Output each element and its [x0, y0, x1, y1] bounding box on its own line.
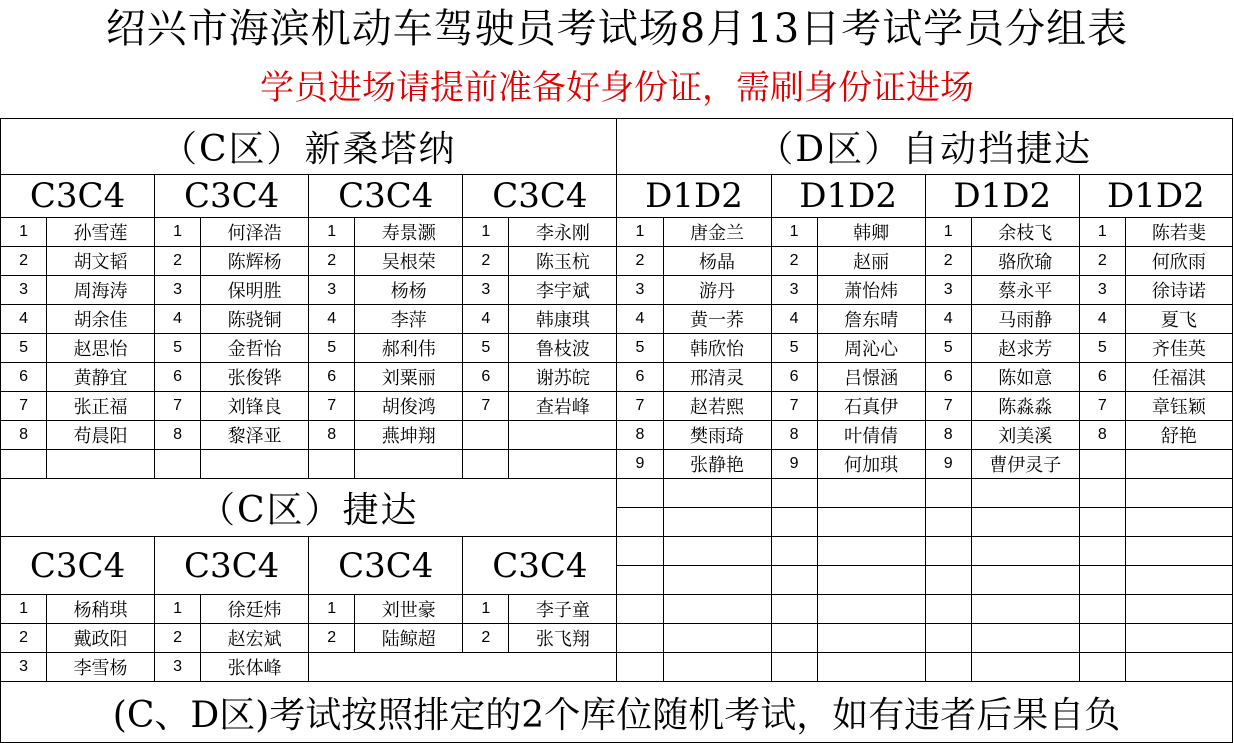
empty-cell [201, 450, 309, 479]
empty-cell [971, 508, 1079, 537]
empty-cell [663, 508, 771, 537]
seat-number: 7 [1079, 392, 1125, 421]
student-name: 张飞翔 [509, 624, 617, 653]
seat-number: 5 [925, 334, 971, 363]
student-name: 胡余佳 [47, 305, 155, 334]
seat-number: 4 [617, 305, 663, 334]
seat-number: 1 [463, 595, 509, 624]
empty-cell [771, 537, 817, 566]
seat-number: 7 [155, 392, 201, 421]
student-name: 李子童 [509, 595, 617, 624]
empty-cell [1079, 624, 1125, 653]
student-name: 刘锋良 [201, 392, 309, 421]
student-name: 杨杨 [355, 276, 463, 305]
student-name: 吴根荣 [355, 247, 463, 276]
student-name: 邢清灵 [663, 363, 771, 392]
seat-number: 4 [1, 305, 47, 334]
student-name: 齐佳英 [1125, 334, 1232, 363]
student-name: 徐廷炜 [201, 595, 309, 624]
student-name: 杨晶 [663, 247, 771, 276]
seat-number: 3 [925, 276, 971, 305]
empty-cell [971, 479, 1079, 508]
student-name: 韩康琪 [509, 305, 617, 334]
seat-number: 8 [155, 421, 201, 450]
seat-number: 2 [463, 624, 509, 653]
student-name: 苟晨阳 [47, 421, 155, 450]
zone-d-jieda-header: （D区）自动挡捷达 [617, 119, 1233, 175]
student-name: 燕坤翔 [355, 421, 463, 450]
seat-number: 8 [925, 421, 971, 450]
empty-cell [1125, 624, 1232, 653]
group-label: C3C4 [309, 175, 463, 218]
student-name: 章钰颖 [1125, 392, 1232, 421]
empty-cell [771, 653, 817, 682]
group-label: D1D2 [617, 175, 771, 218]
empty-cell [309, 450, 355, 479]
empty-cell [1079, 508, 1125, 537]
seat-number: 1 [1079, 218, 1125, 247]
student-name: 萧怡炜 [817, 276, 925, 305]
seat-number: 8 [1079, 421, 1125, 450]
student-name: 赵宏斌 [201, 624, 309, 653]
student-name: 孙雪莲 [47, 218, 155, 247]
student-name: 李萍 [355, 305, 463, 334]
seat-number: 2 [155, 624, 201, 653]
student-name: 曹伊灵子 [971, 450, 1079, 479]
student-name: 刘粟丽 [355, 363, 463, 392]
seat-number: 5 [155, 334, 201, 363]
student-name: 何欣雨 [1125, 247, 1232, 276]
empty-cell [771, 595, 817, 624]
student-name: 金哲怡 [201, 334, 309, 363]
empty-cell [817, 566, 925, 595]
student-name: 舒艳 [1125, 421, 1232, 450]
empty-cell [1079, 566, 1125, 595]
student-name: 何加琪 [817, 450, 925, 479]
seat-number: 5 [1, 334, 47, 363]
group-table-body [1, 119, 1233, 743]
student-name: 张俊铧 [201, 363, 309, 392]
seat-number: 6 [1079, 363, 1125, 392]
zone-c-xinsang-header: （C区）新桑塔纳 [1, 119, 617, 175]
seat-number: 6 [309, 363, 355, 392]
empty-cell [617, 566, 663, 595]
student-name: 胡文韬 [47, 247, 155, 276]
student-name: 鲁枝波 [509, 334, 617, 363]
group-label: C3C4 [463, 537, 617, 595]
empty-cell [1079, 537, 1125, 566]
student-name: 保明胜 [201, 276, 309, 305]
empty-cell [663, 479, 771, 508]
student-name: 陈辉杨 [201, 247, 309, 276]
student-name: 刘美溪 [971, 421, 1079, 450]
student-name: 郝利伟 [355, 334, 463, 363]
student-name: 蔡永平 [971, 276, 1079, 305]
seat-number: 8 [617, 421, 663, 450]
student-name: 赵若熙 [663, 392, 771, 421]
empty-cell [1079, 450, 1125, 479]
empty-cell [771, 479, 817, 508]
seat-number: 3 [1079, 276, 1125, 305]
group-label: D1D2 [771, 175, 925, 218]
seat-number: 5 [1079, 334, 1125, 363]
seat-number: 2 [617, 247, 663, 276]
student-name: 寿景灏 [355, 218, 463, 247]
seat-number: 7 [309, 392, 355, 421]
student-name: 韩欣怡 [663, 334, 771, 363]
student-name: 陆鲸超 [355, 624, 463, 653]
student-name: 胡俊鸿 [355, 392, 463, 421]
seat-number: 1 [155, 218, 201, 247]
empty-cell [1125, 508, 1232, 537]
student-name: 何泽浩 [201, 218, 309, 247]
seat-number: 8 [1, 421, 47, 450]
student-name: 陈如意 [971, 363, 1079, 392]
student-name: 赵丽 [817, 247, 925, 276]
empty-cell [771, 624, 817, 653]
empty-cell [617, 624, 663, 653]
group-label: C3C4 [155, 537, 309, 595]
seat-number: 9 [617, 450, 663, 479]
student-name: 戴政阳 [47, 624, 155, 653]
seat-number: 3 [155, 276, 201, 305]
student-name: 陈若斐 [1125, 218, 1232, 247]
student-name: 谢苏皖 [509, 363, 617, 392]
student-name: 刘世豪 [355, 595, 463, 624]
seat-number: 3 [617, 276, 663, 305]
seat-number: 2 [463, 247, 509, 276]
seat-number: 4 [925, 305, 971, 334]
empty-cell [617, 653, 663, 682]
student-name: 黄静宜 [47, 363, 155, 392]
empty-cell [617, 537, 663, 566]
seat-number: 3 [771, 276, 817, 305]
seat-number: 1 [925, 218, 971, 247]
empty-cell [817, 595, 925, 624]
empty-cell [1125, 537, 1232, 566]
empty-cell [771, 508, 817, 537]
seat-number: 1 [771, 218, 817, 247]
student-name: 詹东晴 [817, 305, 925, 334]
seat-number: 4 [1079, 305, 1125, 334]
seat-number: 1 [617, 218, 663, 247]
seat-number: 8 [771, 421, 817, 450]
empty-cell [925, 624, 971, 653]
seat-number: 6 [1, 363, 47, 392]
empty-cell [971, 624, 1079, 653]
seat-number: 6 [771, 363, 817, 392]
empty-cell [771, 566, 817, 595]
empty-cell [971, 537, 1079, 566]
empty-cell [663, 566, 771, 595]
empty-cell [509, 450, 617, 479]
student-name: 骆欣瑜 [971, 247, 1079, 276]
student-name: 陈骁铜 [201, 305, 309, 334]
student-name: 韩卿 [817, 218, 925, 247]
empty-cell [617, 479, 663, 508]
seat-number: 6 [463, 363, 509, 392]
seat-number: 2 [771, 247, 817, 276]
seat-number: 4 [309, 305, 355, 334]
empty-cell [355, 450, 463, 479]
empty-cell [1079, 595, 1125, 624]
page-title: 绍兴市海滨机动车驾驶员考试场8月13日考试学员分组表 [105, 6, 1129, 52]
empty-cell [663, 595, 771, 624]
seat-number: 8 [309, 421, 355, 450]
empty-cell [155, 450, 201, 479]
entry-notice: 学员进场请提前准备好身份证，需刷身份证进场 [260, 68, 974, 108]
seat-number: 4 [463, 305, 509, 334]
seat-number: 7 [1, 392, 47, 421]
seat-number: 9 [771, 450, 817, 479]
seat-number: 1 [1, 595, 47, 624]
empty-cell [617, 595, 663, 624]
seat-number: 5 [463, 334, 509, 363]
empty-cell [925, 479, 971, 508]
empty-cell [971, 653, 1079, 682]
empty-cell [1125, 653, 1232, 682]
seat-number: 5 [309, 334, 355, 363]
empty-cell [309, 653, 617, 682]
seat-number: 2 [309, 624, 355, 653]
empty-cell [971, 566, 1079, 595]
student-name: 李雪杨 [47, 653, 155, 682]
empty-cell [817, 653, 925, 682]
student-name: 余枝飞 [971, 218, 1079, 247]
seat-number: 9 [925, 450, 971, 479]
seat-number: 5 [617, 334, 663, 363]
student-name: 石真伊 [817, 392, 925, 421]
seat-number: 7 [617, 392, 663, 421]
empty-cell [1, 450, 47, 479]
student-name: 陈淼淼 [971, 392, 1079, 421]
empty-cell [463, 421, 509, 450]
zone-c-jieda-header: （C区）捷达 [1, 479, 617, 537]
group-label: C3C4 [309, 537, 463, 595]
footer-note: (C、D区)考试按照排定的2个库位随机考试，如有违者后果自负 [1, 682, 1233, 743]
seat-number: 2 [309, 247, 355, 276]
group-label: C3C4 [155, 175, 309, 218]
empty-cell [463, 450, 509, 479]
student-name: 徐诗诺 [1125, 276, 1232, 305]
seat-number: 1 [463, 218, 509, 247]
empty-cell [1079, 479, 1125, 508]
student-name: 任福淇 [1125, 363, 1232, 392]
empty-cell [925, 566, 971, 595]
empty-cell [1125, 566, 1232, 595]
empty-cell [1125, 595, 1232, 624]
seat-number: 3 [463, 276, 509, 305]
seat-number: 2 [1, 624, 47, 653]
empty-cell [817, 508, 925, 537]
empty-cell [1125, 450, 1232, 479]
seat-number: 1 [309, 595, 355, 624]
group-table [0, 118, 1233, 743]
group-label: D1D2 [925, 175, 1079, 218]
student-name: 叶倩倩 [817, 421, 925, 450]
seat-number: 3 [155, 653, 201, 682]
student-name: 李永刚 [509, 218, 617, 247]
empty-cell [509, 421, 617, 450]
empty-cell [663, 653, 771, 682]
seat-number: 3 [1, 276, 47, 305]
seat-number: 2 [155, 247, 201, 276]
seat-number: 2 [925, 247, 971, 276]
student-name: 查岩峰 [509, 392, 617, 421]
seat-number: 3 [309, 276, 355, 305]
group-label: C3C4 [1, 175, 155, 218]
seat-number: 6 [617, 363, 663, 392]
student-name: 吕憬涵 [817, 363, 925, 392]
empty-cell [817, 537, 925, 566]
empty-cell [663, 624, 771, 653]
student-name: 樊雨琦 [663, 421, 771, 450]
student-name: 赵思怡 [47, 334, 155, 363]
group-label: C3C4 [1, 537, 155, 595]
seat-number: 7 [463, 392, 509, 421]
student-name: 游丹 [663, 276, 771, 305]
seat-number: 2 [1079, 247, 1125, 276]
empty-cell [47, 450, 155, 479]
empty-cell [971, 595, 1079, 624]
seat-number: 4 [771, 305, 817, 334]
empty-cell [817, 479, 925, 508]
student-name: 杨稍琪 [47, 595, 155, 624]
student-name: 唐金兰 [663, 218, 771, 247]
empty-cell [925, 537, 971, 566]
empty-cell [925, 595, 971, 624]
student-name: 周沁心 [817, 334, 925, 363]
empty-cell [1125, 479, 1232, 508]
empty-cell [663, 537, 771, 566]
seat-number: 1 [309, 218, 355, 247]
student-name: 张正福 [47, 392, 155, 421]
student-name: 夏飞 [1125, 305, 1232, 334]
student-name: 黎泽亚 [201, 421, 309, 450]
student-name: 李宇斌 [509, 276, 617, 305]
seat-number: 7 [925, 392, 971, 421]
empty-cell [925, 508, 971, 537]
seat-number: 3 [1, 653, 47, 682]
student-name: 张静艳 [663, 450, 771, 479]
group-label: D1D2 [1079, 175, 1232, 218]
student-name: 陈玉杭 [509, 247, 617, 276]
seat-number: 4 [155, 305, 201, 334]
student-name: 马雨静 [971, 305, 1079, 334]
empty-cell [925, 653, 971, 682]
seat-number: 5 [771, 334, 817, 363]
student-name: 周海涛 [47, 276, 155, 305]
seat-number: 1 [155, 595, 201, 624]
student-name: 赵求芳 [971, 334, 1079, 363]
seat-number: 1 [1, 218, 47, 247]
student-name: 张体峰 [201, 653, 309, 682]
seat-number: 6 [155, 363, 201, 392]
empty-cell [817, 624, 925, 653]
empty-cell [1079, 653, 1125, 682]
seat-number: 2 [1, 247, 47, 276]
group-label: C3C4 [463, 175, 617, 218]
empty-cell [617, 508, 663, 537]
student-name: 黄一荞 [663, 305, 771, 334]
seat-number: 6 [925, 363, 971, 392]
seat-number: 7 [771, 392, 817, 421]
